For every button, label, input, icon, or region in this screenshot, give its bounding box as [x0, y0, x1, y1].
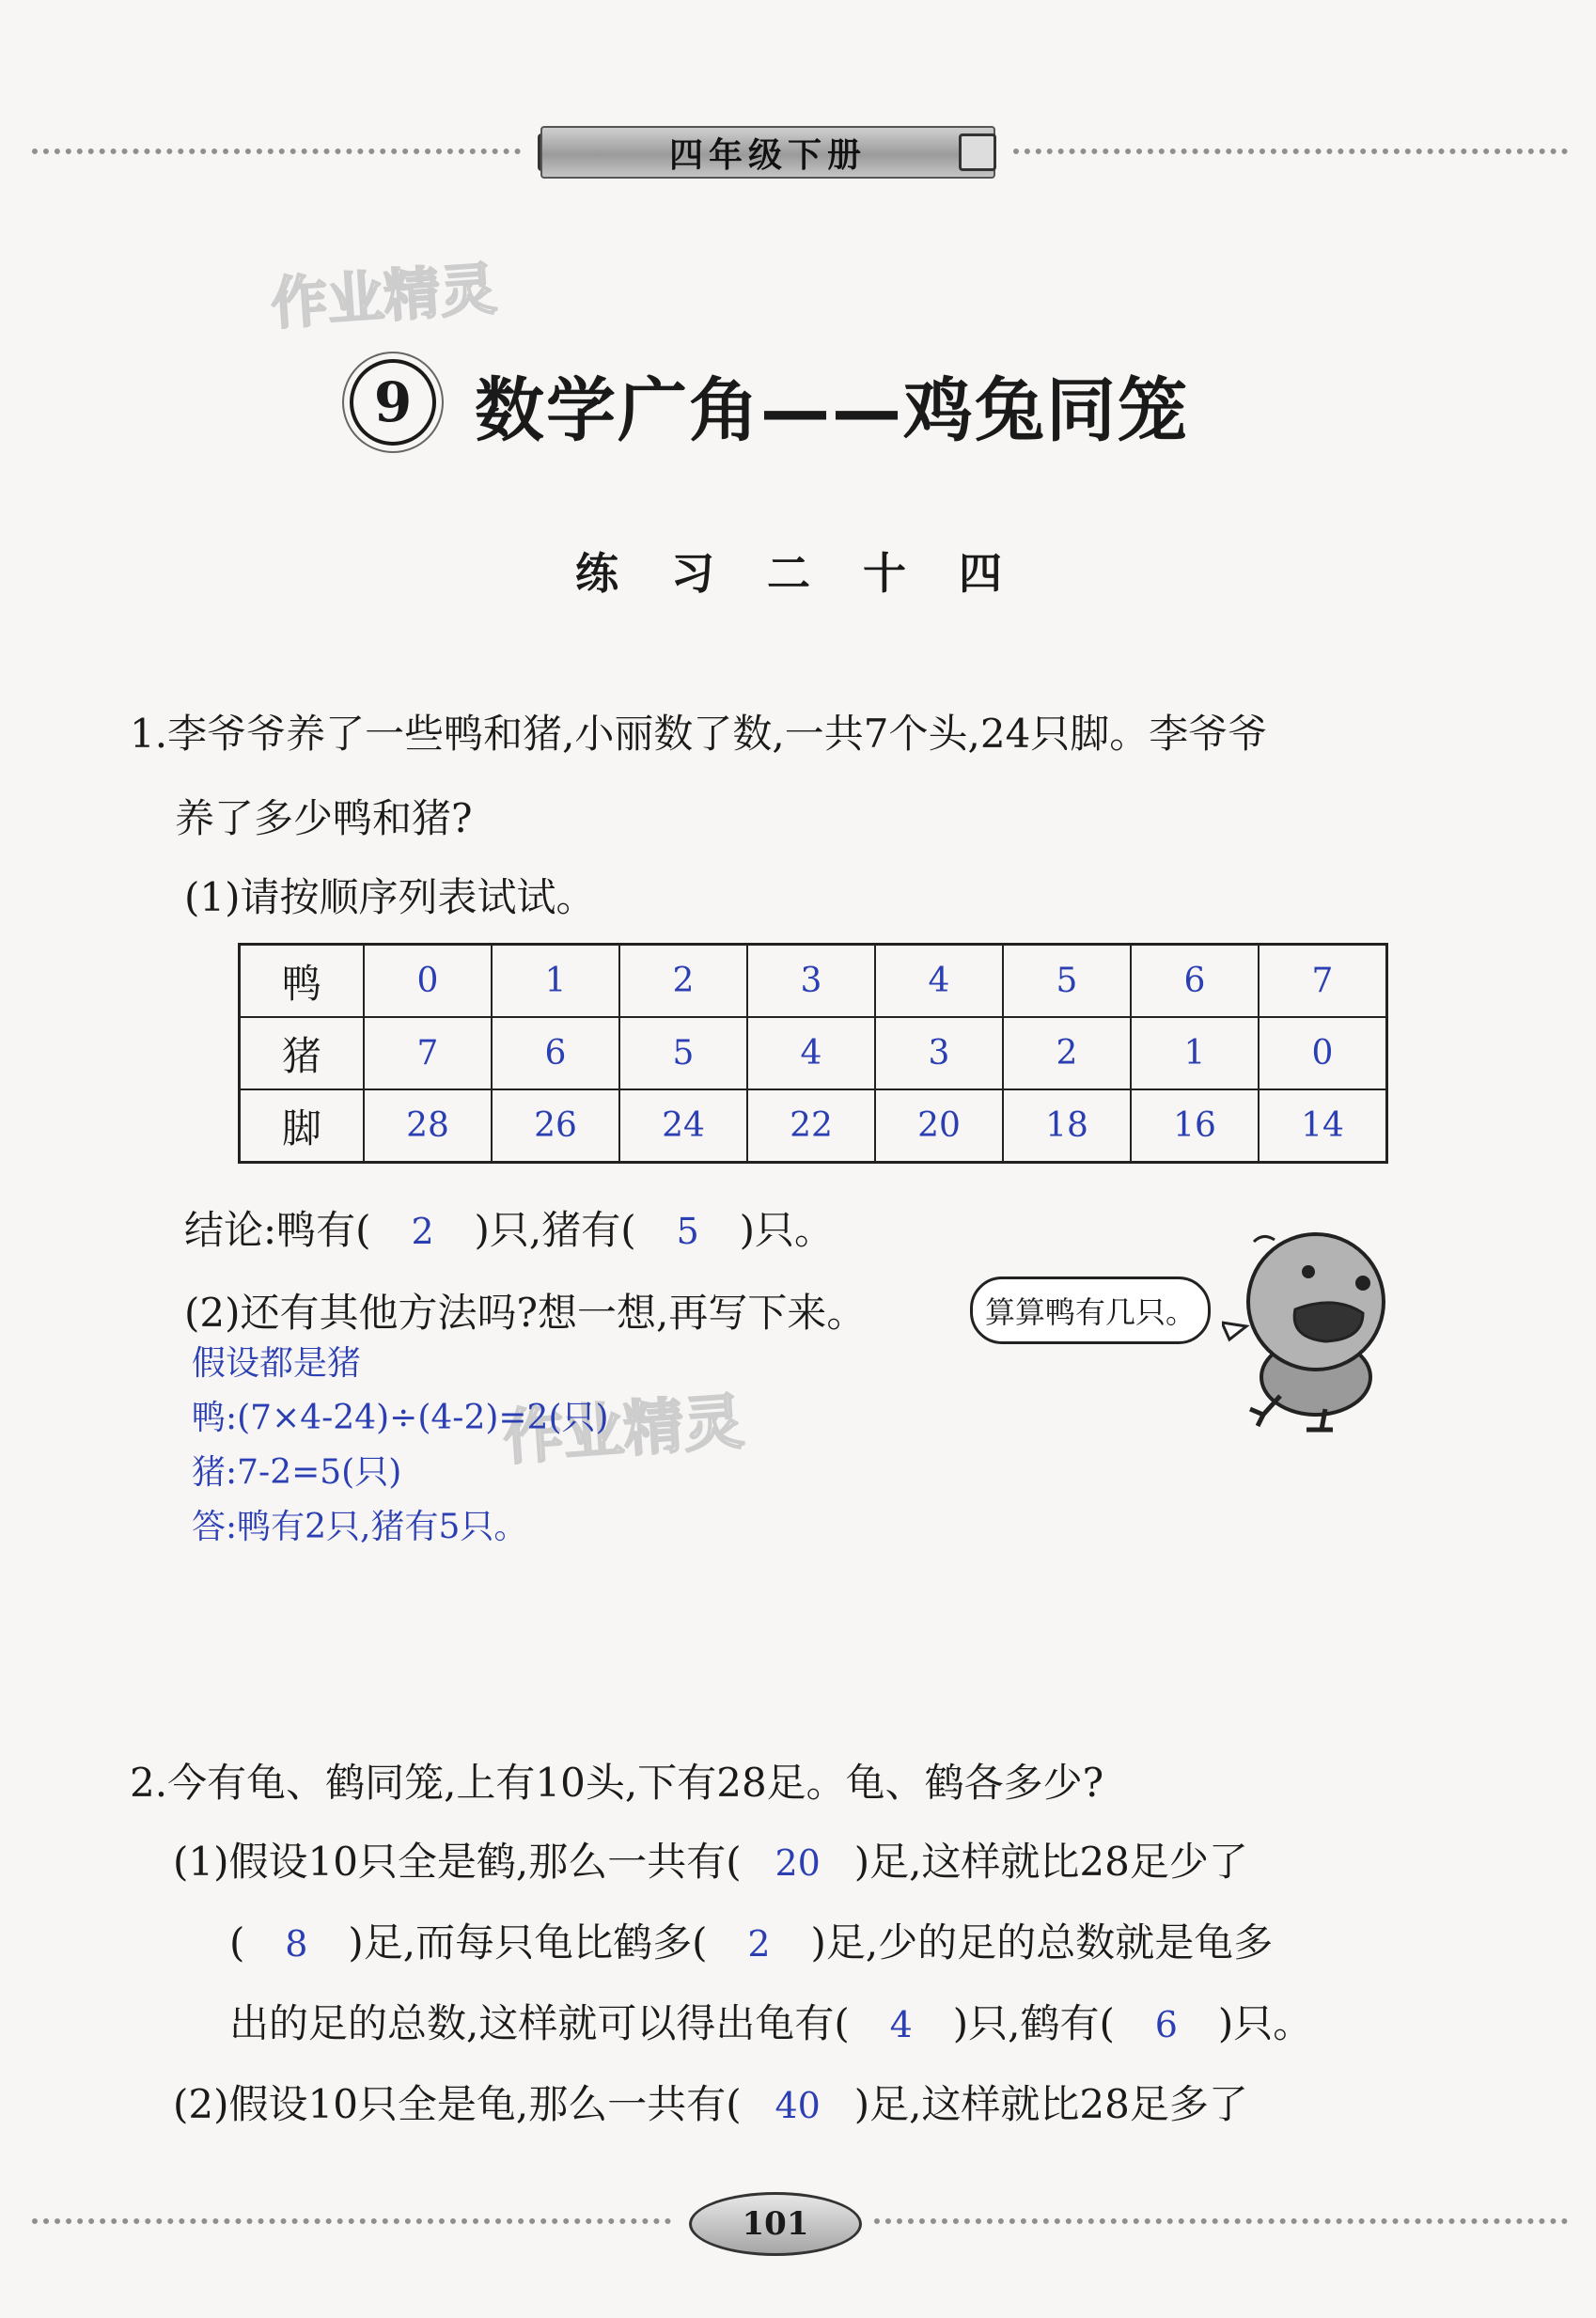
answer-pig: 5	[676, 1211, 699, 1252]
q1-line1: 1.李爷爷养了一些鸭和猪,小丽数了数,一共7个头,24只脚。李爷爷	[130, 711, 1268, 757]
q1-answer-line2: 鸭:(7×4-24)÷(4-2)=2(只)	[192, 1399, 609, 1437]
table-cell: 4	[747, 1017, 875, 1089]
speech-bubble-text: 算算鸭有几只。	[984, 1294, 1196, 1330]
table-cell: 1	[492, 945, 619, 1018]
header-title: 四年级下册	[668, 135, 867, 175]
table-cell: 6	[1131, 945, 1259, 1018]
table-row-pig	[240, 1017, 1387, 1089]
chapter-number: 9	[373, 370, 413, 434]
table-cell: 20	[875, 1089, 1003, 1163]
q2-part1-line2	[229, 1912, 1273, 1968]
table-cell: 22	[747, 1089, 875, 1163]
table-cell: 0	[364, 945, 492, 1018]
q2-text: )只,鹤有(	[952, 2000, 1115, 2046]
q2-text: )足,这样就比28足多了	[853, 2081, 1248, 2127]
q2-text: )足,少的足的总数就是龟多	[810, 1919, 1274, 1966]
answer-cranes: 6	[1154, 2004, 1178, 2045]
table-cell: 18	[1003, 1089, 1131, 1163]
table-cell: 5	[619, 1017, 747, 1089]
q1-part2: (2)还有其他方法吗?想一想,再写下来。	[184, 1290, 867, 1336]
table-cell: 6	[492, 1017, 619, 1089]
speech-bubble	[970, 1276, 1211, 1344]
row-label-feet: 脚	[240, 1089, 365, 1163]
q2-part1-line1	[173, 1831, 1248, 1887]
header-dots-left	[32, 149, 521, 154]
chapter-number-badge	[350, 359, 436, 446]
table-cell: 16	[1131, 1089, 1259, 1163]
watermark-top: 作业精灵	[269, 256, 499, 338]
table-cell: 28	[364, 1089, 492, 1163]
table-cell: 2	[619, 945, 747, 1018]
q2-text: (	[229, 1919, 245, 1966]
table-cell: 5	[1003, 945, 1131, 1018]
duck-pig-table	[238, 943, 1388, 1164]
table-row-feet	[240, 1089, 1387, 1163]
q1-conclusion	[184, 1199, 834, 1256]
q2-part1-line3	[229, 1993, 1312, 2049]
q2-text: )足,而每只龟比鹤多(	[348, 1919, 708, 1966]
conclusion-prefix: 结论:鸭有(	[184, 1207, 371, 1253]
chapter-title: 数学广角——鸡兔同笼	[475, 370, 1189, 451]
q2-text: )足,这样就比28足少了	[853, 1839, 1248, 1885]
table-cell: 24	[619, 1089, 747, 1163]
table-cell: 3	[747, 945, 875, 1018]
row-label-duck: 鸭	[240, 945, 365, 1018]
answer-feet-short: 8	[285, 1923, 308, 1965]
table-cell: 0	[1259, 1017, 1387, 1089]
table-cell: 26	[492, 1089, 619, 1163]
table-cell: 14	[1259, 1089, 1387, 1163]
q1-answer-line4: 答:鸭有2只,猪有5只。	[192, 1508, 528, 1546]
q2-text: (2)假设10只全是龟,那么一共有(	[173, 2081, 742, 2127]
table-cell: 4	[875, 945, 1003, 1018]
header-dots-right	[1013, 149, 1568, 154]
page-number-text: 101	[742, 2205, 809, 2243]
watermark-middle: 作业精灵	[501, 1387, 746, 1474]
q2-text: (1)假设10只全是鹤,那么一共有(	[173, 1839, 742, 1885]
answer-total-feet-cranes: 20	[775, 1842, 821, 1884]
q1-answer-line1: 假设都是猪	[192, 1344, 362, 1383]
q1-part1: (1)请按顺序列表试试。	[184, 874, 596, 920]
footer-dots-left	[32, 2218, 671, 2224]
header-banner	[540, 126, 995, 179]
table-row-duck	[240, 945, 1387, 1018]
q1-line2: 养了多少鸭和猪?	[175, 795, 473, 841]
page-number	[689, 2192, 862, 2256]
duck-mascot-icon	[1222, 1208, 1410, 1433]
table-cell: 3	[875, 1017, 1003, 1089]
answer-feet-difference: 2	[747, 1923, 771, 1965]
q2-part2-line1	[173, 2074, 1248, 2130]
q1-answer-line3: 猪:7-2=5(只)	[192, 1453, 402, 1492]
footer-dots-right	[874, 2218, 1568, 2224]
answer-turtles: 4	[889, 2004, 913, 2045]
table-cell: 7	[1259, 945, 1387, 1018]
row-label-pig: 猪	[240, 1017, 365, 1089]
table-cell: 2	[1003, 1017, 1131, 1089]
q2-text: )只。	[1217, 2000, 1313, 2046]
answer-duck: 2	[411, 1211, 434, 1252]
conclusion-mid: )只,猪有(	[474, 1207, 636, 1253]
q2-line1: 2.今有龟、鹤同笼,上有10头,下有28足。龟、鹤各多少?	[130, 1760, 1104, 1806]
conclusion-suffix: )只。	[739, 1207, 835, 1253]
book-icon-right	[959, 133, 996, 171]
table-cell: 1	[1131, 1017, 1259, 1089]
answer-total-feet-turtles: 40	[775, 2085, 821, 2126]
q2-text: 出的足的总数,这样就可以得出龟有(	[229, 2000, 850, 2046]
exercise-title: 练 习 二 十 四	[574, 548, 1022, 599]
table-cell: 7	[364, 1017, 492, 1089]
